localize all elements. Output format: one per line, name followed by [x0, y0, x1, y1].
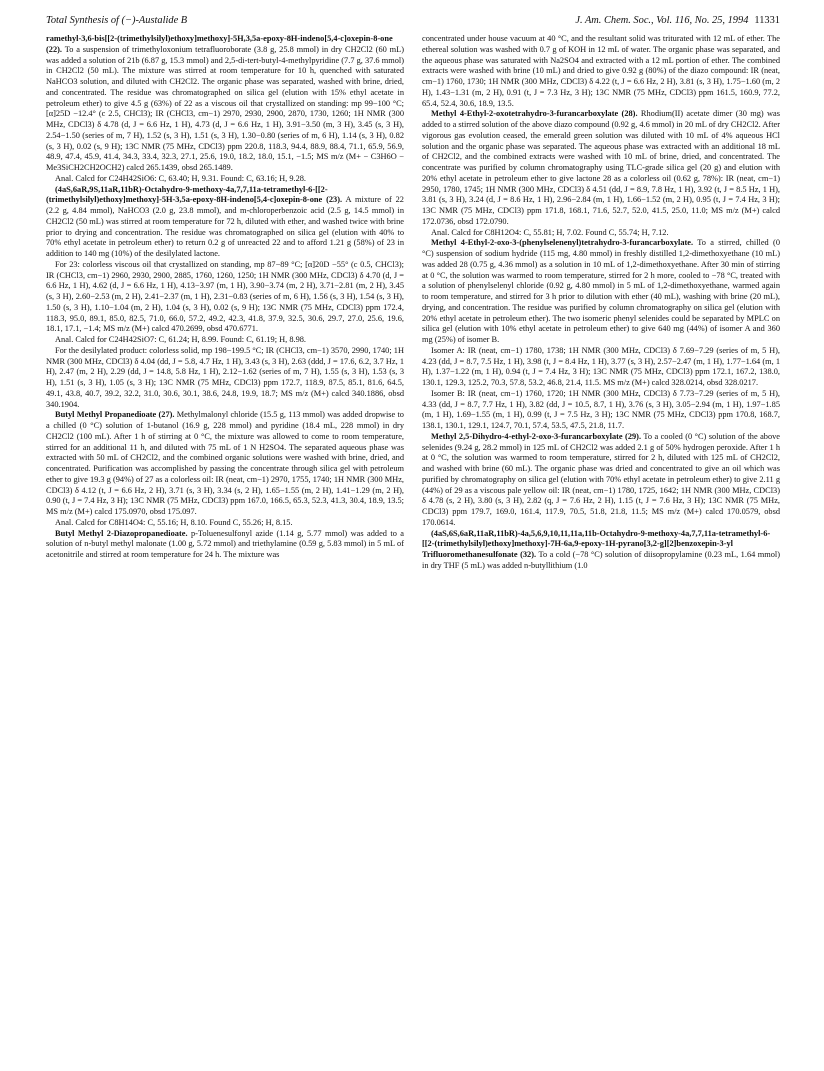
paragraph-text: A mixture of 22 (2.2 g, 4.84 mmol), NaHCO3 (2.0 g, 23.8 mmol), and m-chloroperbenzoic acid (2.5 g, 14.5 mmol) in CH2Cl2 (50 mL) was stirred at room temperature for 72 h, diluted with ether, and washed twice with brine prior to drying and concentration. The residue was chromatographed on silica gel (elution with 40% to 70% ethyl acetate in petroleum ether) to return 0.2 g of unreacted 22 and to afford 1.21 g (58%) of 23 in addition to 140 mg (10%) of the desilylated lactone. [46, 195, 404, 258]
paragraph-text: Rhodium(II) acetate dimer (30 mg) was added to a stirred solution of the above diazo compound (0.92 g, 4.6 mmol) in 20 mL of dry CH2Cl2. After vigorous gas evolution ceased, the emerald green solution was diluted with 10 mL of 4% aqueous HCl solution and the organic phase was separated. The aqueous phase was extracted with an additional 18 mL of CH2Cl2, and the combined extracts were washed with 10 mL of brine, dried, and concentrated. The concentrate was purified by column chromatography using TLC-grade silica gel (20 g) and elution with 20% ethyl acetate in petroleum ether to give lactone 28 as a colorless oil (0.62 g, 78%): IR (neat, cm−1) 2950, 1780, 1745; 1H NMR (300 MHz, CDCl3) δ 4.51 (dd, J = 8.9, 7.8 Hz, 1 H), 3.92 (t, J = 8.5 Hz, 1 H), 3.81 (s, 3 H), 3.24 (d, J = 8.6 Hz, 1 H), 2.96−2.84 (m, 1 H), 1.66−1.52 (m, 2 H), 0.95 (t, J = 7.4 Hz, 3 H); 13C NMR (75 MHz, CDCl3) ppm 171.8, 168.1, 71.6, 52.7, 52.0, 41.5, 25.0, 11.0; MS m/z (M+) calcd 172.0736, obsd 172.0790. [422, 109, 781, 226]
paragraph-text: To a stirred, chilled (0 °C) suspension of sodium hydride (115 mg, 4.80 mmol) in freshly distilled 1,2-dimethoxyethane (10 mL) was added 28 (0.75 g, 4.36 mmol) as a solution in 10 mL of 1,2-dimethoxyethane. After 30 min of stirring at 0 °C, the solution was warmed to room temperature, stirred for 2 h more, cooled to −78 °C, treated with a solution of phenylselenyl chloride (0.92 g, 4.80 mmol) in 5 mL of 1,2-dimethoxyethane, warmed again to room temperature, and stirred for 3 h prior to dilution with ether (40 mL), washing with brine (20 mL), drying, and concentration. The residue was purified by column chromatography on silica gel (elution with 20% ethyl acetate in petroleum ether). The two isomeric phenyl selenides could be separated by MPLC on silica gel (elution with 10% ethyl acetate in petroleum ether) to give 640 mg (44%) of isomer A and 360 mg (25%) of isomer B. [422, 238, 780, 344]
compound-heading: (4aS,6S,6aR,11aR,11bR)-4a,5,6,9,10,11,11a,11b-Octahydro-9-methoxy-4a,7,7,11a-tetramethyl-6-[[2-(trimethylsilyl)ethoxy]methoxy]-7H-6a,9-epoxy-1H-pyrano[3,2-g][2]benzoxepin-3-yl Trifluoromethanesulfonate (32). [422, 528, 771, 559]
paragraph [46, 260, 404, 335]
paragraph-text: To a cold (−78 °C) solution of diisopropylamine (0.23 mL, 1.64 mmol) in dry THF (5 mL) was added n-butyllithium (1.0 [422, 550, 781, 570]
running-header [46, 10, 780, 32]
paragraph-text: To a suspension of trimethyloxonium tetrafluoroborate (3.8 g, 25.8 mmol) in dry CH2Cl2 (60 mL) was added a solution of 21b (6.87 g, 15.3 mmol) and 2,5-di-tert-butyl-4-methylpyridine (7.7 g, 37.6 mmol) in CH2Cl2 (50 mL). The mixture was stirred at room temperature for 10 h, quenched with saturated NaHCO3 solution, and diluted with CH2Cl2. The organic phase was separated, washed with brine, dried, and concentrated. The residue was chromatographed on silica gel (elution with 15% ethyl acetate in petroleum ether) to give 4.5 g (63%) of 22 as a viscous oil that crystallized on standing: mp 99−100 °C; [α]25D −12.4° (c 2.5, CHCl3); IR (CHCl3, cm−1) 2970, 2930, 2900, 2870, 1730, 1260; 1H NMR (300 MHz, CDCl3) δ 4.78 (d, J = 6.6 Hz, 1 H), 4.73 (d, J = 6.6 Hz, 1 H), 3.91−3.50 (m, 3 H), 3.45 (s, 3 H), 2.54−1.50 (series of m, 7 H), 1.52 (s, 3 H), 1.51 (s, 3 H), 1.30−0.80 (series of m, 6 H), 1.14 (s, 3 H), 0.82 (s, 3 H), 0.02 (s, 9 H); 13C NMR (75 MHz, CDCl3) ppm 220.8, 118.3, 94.4, 88.9, 88.4, 71.1, 65.9, 56.9, 48.9, 47.4, 45.9, 41.4, 34.3, 33.4, 32.3, 27.1, 25.6, 19.0, 18.2, 18.0, 15.1, −1.5; MS m/z (M+ − C3H6O − Me3SiCH2CH2OCH2) calcd 265.1439, obsd 265.1489. [46, 44, 405, 172]
paragraph [422, 346, 780, 389]
paragraph [46, 34, 404, 174]
paragraph-text: Isomer B: IR (neat, cm−1) 1760, 1720; 1H NMR (300 MHz, CDCl3) δ 7.73−7.29 (series of m, 5 H), 4.33 (dd, J = 8.7, 7.7 Hz, 1 H), 3.82 (dd, J = 10.5, 8.7, 1 H), 3.76 (s, 3 H), 3.05−2.94 (m, 1 H), 1.97−1.85 (m, 1 H), 1.69−1.55 (m, 1 H), 0.99 (t, J = 7.5 Hz, 3 H); 13C NMR (75 MHz, CDCl3) ppm 170.8, 168.7, 138.1, 130.1, 129.1, 124.7, 70.1, 57.4, 53.5, 47.5, 21.8, 11.7. [422, 388, 780, 430]
paragraph [422, 238, 780, 346]
compound-heading: Methyl 2,5-Dihydro-4-ethyl-2-oxo-3-furancarboxylate (29). [431, 431, 642, 441]
compound-heading: Butyl Methyl Propanedioate (27). [55, 410, 175, 420]
paragraph [422, 432, 780, 529]
paragraph-text: Isomer A: IR (neat, cm−1) 1780, 1738; 1H NMR (300 MHz, CDCl3) δ 7.69−7.29 (series of m, 5 H), 4.23 (dd, J = 8.7, 7.5 Hz, 1 H), 3.98 (t, J = 8.4 Hz, 1 H), 3.77 (s, 3 H), 2.57−2.47 (m, 1 H), 1.77−1.64 (m, 1 H), 1.37−1.22 (m, 1 H), 0.94 (t, J = 7.4 Hz, 3 H); 13C NMR (75 MHz, CDCl3) ppm 172.1, 167.2, 138.0, 130.1, 129.3, 125.2, 70.3, 57.8, 53.2, 46.8, 21.4, 11.5. MS m/z (M+) calcd 328.0214, obsd 328.0217. [422, 345, 780, 387]
page-number: 11331 [754, 15, 780, 26]
paragraph [422, 228, 780, 239]
two-column-body [46, 34, 780, 572]
paragraph [46, 185, 404, 260]
paragraph-text: Methylmalonyl chloride (15.5 g, 113 mmol) was added dropwise to a chilled (0 °C) solution of 1-butanol (16.9 g, 228 mmol) and pyridine (18.4 mL, 228 mmol) in dry CH2Cl2 (100 mL). After 1 h of stirring at 0 °C, the mixture was allowed to come to room temperature, stirred for an additional 11 h, and diluted with 75 mL of 1 N H2SO4. The separated aqueous phase was extracted with 50 mL of CH2Cl2, and the combined organic solutions were washed with brine, dried, and concentrated. Purification was accomplished by passing the concentrate through silica gel with petroleum ether to give 19.3 g (94%) of 27 as a colorless oil: IR (neat, cm−1) 2970, 1755, 1740; 1H NMR (300 MHz, CDCl3) δ 4.12 (t, J = 6.6 Hz, 2 H), 3.71 (s, 3 H), 3.34 (s, 2 H), 1.65−1.55 (m, 2 H), 1.41−1.29 (m, 2 H), 0.90 (t, J = 7.4 Hz, 3 H); 13C NMR (75 MHz, CDCl3) ppm 167.0, 166.5, 65.3, 52.3, 41.3, 30.4, 18.9, 13.5; MS m/z (M+) calcd 175.0970, obsd 175.097. [46, 410, 404, 516]
paragraph [422, 389, 780, 432]
paragraph [46, 518, 404, 529]
running-title: Total Synthesis of (−)-Austalide B [46, 15, 188, 26]
paragraph [422, 34, 780, 109]
paragraph-text: To a cooled (0 °C) solution of the above selenides (9.24 g, 28.2 mmol) in 125 mL of CH2Cl2 was added 2.1 g of 50% hydrogen peroxide. After 1 h at 0 °C, the solution was warmed to room temperature, stirred for 2 h, diluted with 125 mL of CH2Cl2, and washed with brine (60 mL). The organic phase was dried and concentrated to give an oil which was purified by chromatography on silica gel (elution with 70% ethyl acetate in petroleum ether) to give 2.11 g (44%) of 29 as a viscous pale yellow oil: IR (neat, cm−1) 1780, 1725, 1642; 1H NMR (300 MHz, CDCl3) δ 4.78 (s, 2 H), 3.80 (s, 3 H), 2.82 (q, J = 7.6 Hz, 2 H), 1.15 (t, J = 7.6 Hz, 3 H); 13C NMR (75 MHz, CDCl3) ppm 179.7, 169.0, 161.4, 117.9, 70.5, 51.8, 21.8, 11.5; MS m/z (M+) calcd 170.0579, obsd 170.0614. [422, 431, 781, 527]
paragraph [422, 529, 780, 572]
paragraph [46, 335, 404, 346]
paragraph-text: Anal. Calcd for C8H12O4: C, 55.81; H, 7.02. Found C, 55.74; H, 7.12. [431, 227, 669, 237]
paragraph [46, 174, 404, 185]
left-column [46, 34, 404, 572]
right-column [422, 34, 780, 572]
paragraph [46, 529, 404, 561]
paragraph-text: p-Toluenesulfonyl azide (1.14 g, 5.77 mmol) was added to a solution of n-butyl methyl malonate (1.00 g, 5.72 mmol) and triethylamine (0.59 g, 5.83 mmol) in 5 mL of acetonitrile and stirred at room temperature for 24 h. The mixture was [46, 528, 404, 559]
paragraph [422, 109, 780, 227]
paragraph-text: Anal. Calcd for C24H42SiO7: C, 61.24; H, 8.99. Found: C, 61.19; H, 8.98. [55, 335, 307, 344]
paragraph-text: Anal. Calcd for C8H14O4: C, 55.16; H, 8.10. Found C, 55.26; H, 8.15. [55, 517, 293, 527]
compound-heading: Methyl 4-Ethyl-2-oxo-3-(phenylselenenyl)tetrahydro-3-furancarboxylate. [431, 238, 694, 248]
paragraph-text: concentrated under house vacuum at 40 °C, and the resultant solid was triturated with 12 mL of ether. The ethereal solution was washed with 0.7 g of KOH in 12 mL of water. The organic phase was separated, and the aqueous phase was saturated with Na2SO4 and extracted with a 12 mL portion of ether. The combined extracts were washed with brine (10 mL) and dried to give 0.92 g (80%) of the diazo compound: IR (neat, cm−1) 1760, 1730; 1H NMR (300 MHz, CDCl3) δ 4.22 (t, J = 6.6 Hz, 2 H), 3.81 (s, 3 H), 1.75−1.60 (m, 2 H), 1.43−1.31 (m, 2 H), 0.91 (t, J = 7.3 Hz, 3 H); 13C NMR (75 MHz, CDCl3) ppm 161.5, 160.9, 77.2, 65.4, 52.4, 30.6, 18.9, 13.5. [422, 34, 780, 108]
compound-heading: Methyl 4-Ethyl-2-oxotetrahydro-3-furancarboxylate (28). [431, 109, 638, 119]
paragraph-text: For the desilylated product: colorless solid, mp 198−199.5 °C; IR (CHCl3, cm−1) 3570, 2990, 1740; 1H NMR (300 MHz, CDCl3) δ 4.04 (dd, J = 5.8, 4.7 Hz, 1 H), 3.43 (s, 3 H), 2.63 (ddd, J = 17.6, 6.2, 3.7 Hz, 1 H), 2.47 (m, 2 H), 2.29 (dd, J = 14.8, 5.8 Hz, 1 H), 2.12−1.62 (series of m, 7 H), 1.55 (s, 3 H), 1.53 (s, 3 H), 1.51 (s, 3 H), 1.05 (s, 3 H); 13C NMR (75 MHz, CDCl3) ppm 172.7, 118.9, 87.5, 85.1, 81.6, 64.5, 49.1, 43.8, 40.7, 39.2, 32.2, 31.0, 30.6, 30.1, 38.6, 24.8, 19.9, 18.7; MS m/z (M+) calcd 340.1886, obsd 340.1904. [46, 345, 404, 409]
compound-heading: (4aS,6aR,9S,11aR,11bR)-Octahydro-9-methoxy-4a,7,7,11a-tetramethyl-6-[[2-(trimethylsilyl)ethoxy]methoxy]-5H-3,5a-epoxy-8H-indeno[5,4-c]oxepin-8-one (23). [46, 184, 343, 205]
paragraph-text: For 23: colorless viscous oil that crystallized on standing, mp 87−89 °C; [α]20D −55° (c 0.5, CHCl3); IR (CHCl3, cm−1) 2960, 2930, 2900, 2885, 1760, 1260, 1250; 1H NMR (300 MHz, CDCl3) δ 4.70 (d, J = 6.6 Hz, 1 H), 4.62 (d, J = 6.6 Hz, 1 H), 4.13−3.97 (m, 1 H), 3.90−3.74 (m, 2 H), 3.71−2.81 (m, 2 H), 3.45 (s, 3 H), 2.60−2.53 (m, 2 H), 2.41−2.37 (m, 1 H), 2.31−0.83 (series of m, 6 H), 1.56 (s, 3 H), 1.54 (s, 3 H), 1.50 (s, 3 H), 1.10−1.04 (m, 2 H), 1.04 (s, 3 H), 0.02 (s, 9 H); 13C NMR (75 MHz, CDCl3) ppm 172.4, 118.3, 95.0, 89.1, 85.0, 82.5, 71.0, 66.0, 57.2, 49.2, 42.3, 41.8, 37.9, 32.5, 30.6, 29.7, 27.0, 25.6, 19.6, 18.1, 17.1, −1.4; MS m/z (M+) calcd 470.2699, obsd 470.6771. [46, 259, 404, 334]
compound-heading: ramethyl-3,6-bis[[2-(trimethylsilyl)ethoxy]methoxy]-5H,3,5a-epoxy-8H-indeno[5,4-c]oxepin-8-one (22). [46, 34, 393, 54]
paragraph-text: Anal. Calcd for C24H42SiO6: C, 63.40; H, 9.31. Found: C, 63.16; H, 9.28. [55, 173, 307, 183]
paragraph [46, 410, 404, 518]
journal-citation: J. Am. Chem. Soc., Vol. 116, No. 25, 1994 [575, 15, 749, 26]
paragraph [46, 346, 404, 411]
compound-heading: Butyl Methyl 2-Diazopropanedioate. [55, 528, 188, 538]
